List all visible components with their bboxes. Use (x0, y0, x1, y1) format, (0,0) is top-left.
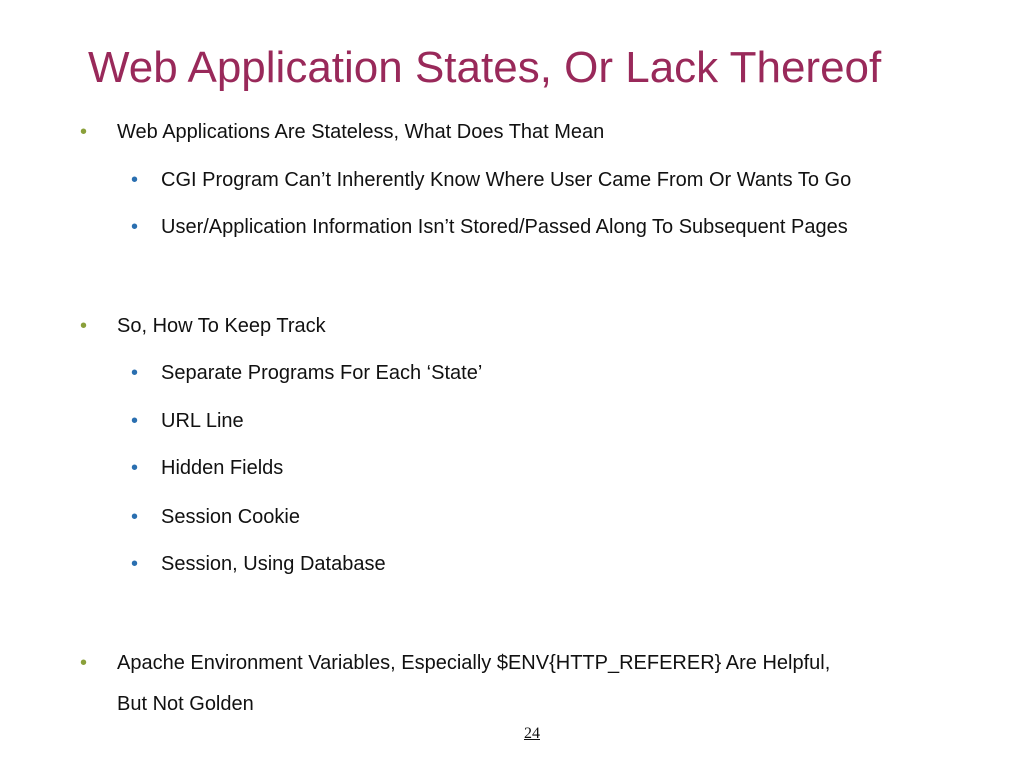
bullet-icon: • (80, 652, 88, 674)
bullet-text: URL Line (161, 410, 244, 432)
bullet-text: But Not Golden (117, 693, 254, 715)
bullet-icon: • (131, 216, 139, 238)
bullet-icon: • (131, 169, 139, 191)
bullet-continuation (117, 692, 254, 716)
bullet-text: Separate Programs For Each ‘State’ (161, 362, 483, 384)
bullet-text: CGI Program Can’t Inherently Know Where User Came From Or Wants To Go (161, 169, 852, 191)
bullet-icon: • (131, 506, 139, 528)
slide-title: Web Application States, Or Lack Thereof (88, 43, 882, 92)
bullet-icon: • (131, 553, 139, 575)
sub-bullet-item (131, 215, 848, 239)
bullet-text: Session, Using Database (161, 553, 386, 575)
page-number: 24 (524, 725, 540, 742)
sub-bullet-item (131, 361, 483, 385)
bullet-text: So, How To Keep Track (117, 315, 326, 337)
bullet-item (80, 651, 831, 675)
bullet-icon: • (131, 410, 139, 432)
bullet-icon: • (80, 315, 88, 337)
sub-bullet-item (131, 552, 386, 576)
bullet-icon: • (131, 362, 139, 384)
bullet-text: User/Application Information Isn’t Stored/Passed Along To Subsequent Pages (161, 216, 848, 238)
bullet-text: Hidden Fields (161, 457, 284, 479)
bullet-text: Session Cookie (161, 506, 300, 528)
sub-bullet-item (131, 409, 244, 433)
bullet-text: Web Applications Are Stateless, What Does That Mean (117, 121, 605, 143)
bullet-icon: • (131, 457, 139, 479)
sub-bullet-item (131, 456, 284, 480)
bullet-text: Apache Environment Variables, Especially $ENV{HTTP_REFERER} Are Helpful, (117, 652, 831, 674)
bullet-icon: • (80, 121, 88, 143)
bullet-item (80, 314, 326, 338)
sub-bullet-item (131, 168, 852, 192)
sub-bullet-item (131, 505, 300, 529)
bullet-item (80, 120, 605, 144)
